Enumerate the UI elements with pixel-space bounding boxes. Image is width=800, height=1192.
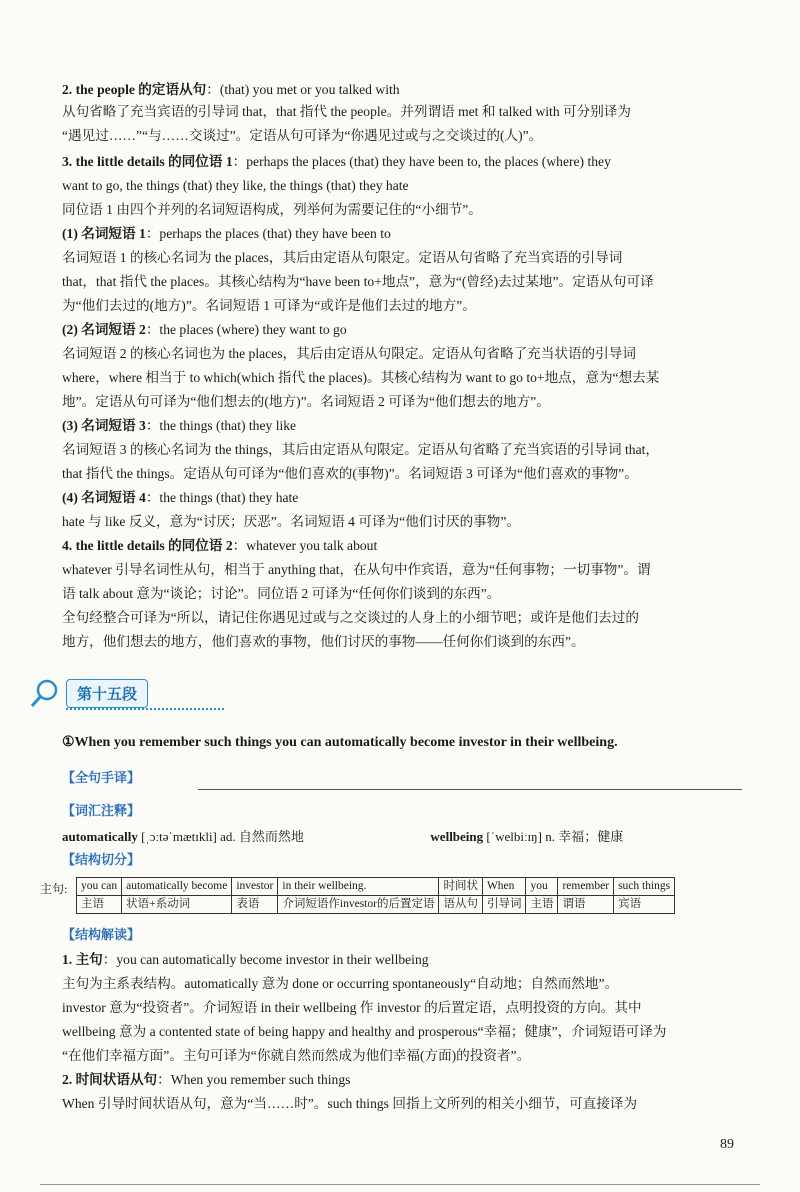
structure-row-roles <box>77 896 675 914</box>
text-line <box>62 975 742 993</box>
text-segment: 从句省略了充当宾语的引导词 that，that 指代 the people。并列谓语 met 和 talked with 可分别译为 <box>62 104 631 119</box>
vocab-def-1: ad. 自然而然地 <box>220 829 304 844</box>
magnifier-icon <box>30 678 60 708</box>
text-line <box>62 345 742 363</box>
footer-rule <box>40 1184 760 1185</box>
text-line <box>62 585 742 603</box>
label-vocab: 【词汇注释】 <box>62 804 141 819</box>
text-segment: (1) 名词短语 1 <box>62 226 146 241</box>
text-line <box>62 297 742 315</box>
text-segment: 名词短语 1 的核心名词为 the places，其后由定语从句限定。定语从句省略了充当宾语的引导词 <box>62 250 623 265</box>
section-underline <box>66 708 224 710</box>
structure-cell: 主语 <box>77 896 122 914</box>
text-segment: 语 talk about 意为“谈论；讨论”。同位语 2 可译为“任何你们谈到的东西”。 <box>62 586 501 601</box>
vocab-phon-1: [ˌɔːtəˈmætɪkli] <box>141 829 217 844</box>
text-line <box>62 489 742 507</box>
structure-cell: you can <box>77 878 122 896</box>
text-line <box>62 609 742 627</box>
text-segment: ：perhaps the places (that) they have been to <box>145 226 391 241</box>
example-sentence: ①When you remember such things you can automatically become investor in their wellbeing. <box>62 735 618 750</box>
text-line <box>62 393 742 411</box>
text-segment: that，that 指代 the places。其核心结构为“have been to+地点”，意为“(曾经)去过某地”。定语从句可译 <box>62 274 654 289</box>
structure-cell: 状语+系动词 <box>122 896 232 914</box>
structure-cell: such things <box>614 878 675 896</box>
structure-cell: 表语 <box>232 896 278 914</box>
text-line <box>62 513 742 531</box>
text-segment: that 指代 the things。定语从句可译为“他们喜欢的(事物)”。名词短语 3 可译为“他们喜欢的事物”。 <box>62 466 638 481</box>
vocab-def-2: n. 幸福；健康 <box>545 829 624 844</box>
structure-cell: 时间状 <box>439 878 483 896</box>
structure-cell: 谓语 <box>558 896 614 914</box>
structure-cell: 宾语 <box>614 896 675 914</box>
text-line <box>62 633 742 651</box>
text-segment: 1. 主句 <box>62 952 103 967</box>
label-structure-split: 【结构切分】 <box>62 853 141 868</box>
text-segment: ：the things (that) they like <box>145 418 297 433</box>
text-segment: 为“他们去过的(地方)”。名词短语 1 可译为“或许是他们去过的地方”。 <box>62 298 476 313</box>
structure-table <box>76 877 675 914</box>
text-segment: ：perhaps the places (that) they have been to, the places (where) they <box>232 154 611 169</box>
text-line <box>62 225 742 243</box>
text-segment: 名词短语 2 的核心名词也为 the places，其后由定语从句限定。定语从句省略了充当状语的引导词 <box>62 346 636 361</box>
text-line <box>62 103 742 121</box>
vocab-word-2: wellbeing <box>430 829 484 844</box>
text-line <box>62 441 742 459</box>
text-segment: 同位语 1 由四个并列的名词短语构成，列举何为需要记住的“小细节”。 <box>62 202 482 217</box>
structure-cell: in their wellbeing. <box>278 878 439 896</box>
text-line <box>62 561 742 579</box>
text-segment: “遇见过……”“与……交谈过”。定语从句可译为“你遇见过或与之交谈过的(人)”。 <box>62 128 543 143</box>
text-line <box>62 249 742 267</box>
text-segment: 3. the little details 的同位语 1 <box>62 154 233 169</box>
text-segment: ：When you remember such things <box>157 1072 351 1087</box>
vocab-word-1: automatically <box>62 829 138 844</box>
text-line <box>62 321 742 339</box>
structure-cell: remember <box>558 878 614 896</box>
text-segment: ：the things (that) they hate <box>145 490 299 505</box>
text-segment: 2. the people 的定语从句 <box>62 82 207 97</box>
text-segment: wellbeing 意为 a contented state of being happy and healthy and prosperous“幸福；健康”，介词短语可译为 <box>62 1024 667 1039</box>
text-segment: 主句为主系表结构。automatically 意为 done or occurring spontaneously“自动地；自然而然地”。 <box>62 976 619 991</box>
section-header <box>30 676 210 710</box>
text-line <box>62 1095 742 1113</box>
text-segment: 名词短语 3 的核心名词为 the things，其后由定语从句限定。定语从句省略了充当宾语的引导词 that， <box>62 442 659 457</box>
text-segment: where，where 相当于 to which(which 指代 the places)。其核心结构为 want to go to+地点，意为“想去某 <box>62 370 660 385</box>
label-full-translation: 【全句手译】 <box>62 771 141 786</box>
text-segment: ：(that) you met or you talked with <box>206 82 400 97</box>
page-number: 89 <box>720 1137 734 1152</box>
text-line <box>62 369 742 387</box>
text-line <box>62 201 742 219</box>
structure-cell: When <box>482 878 526 896</box>
structure-cell: investor <box>232 878 278 896</box>
text-segment: ：the places (where) they want to go <box>145 322 347 337</box>
text-segment: 4. the little details 的同位语 2 <box>62 538 233 553</box>
text-segment: “在他们幸福方面”。主句可译为“你就自然而然成为他们幸福(方面)的投资者”。 <box>62 1048 531 1063</box>
structure-cell: automatically become <box>122 878 232 896</box>
text-line <box>62 81 742 99</box>
text-segment: ：whatever you talk about <box>232 538 378 553</box>
structure-cell: 引导词 <box>482 896 526 914</box>
text-line <box>62 273 742 291</box>
structure-row-words <box>77 878 675 896</box>
text-segment: 地方，他们想去的地方，他们喜欢的事物，他们讨厌的事物——任何你们谈到的东西”。 <box>62 634 585 649</box>
structure-cell: 语从句 <box>439 896 483 914</box>
section-title: 第十五段 <box>66 679 148 708</box>
vocab-phon-2: [ˈwelbiːɪŋ] <box>486 829 542 844</box>
text-line <box>62 465 742 483</box>
text-line <box>62 417 742 435</box>
text-segment: 2. 时间状语从句 <box>62 1072 158 1087</box>
structure-cell: 主语 <box>526 896 558 914</box>
text-line <box>62 999 742 1017</box>
structure-cell: 介词短语作investor的后置定语 <box>278 896 439 914</box>
text-segment: 地”。定语从句可译为“他们想去的(地方)”。名词短语 2 可译为“他们想去的地方”。 <box>62 394 550 409</box>
struct-main-label: 主句: <box>40 882 68 896</box>
text-line <box>62 537 742 555</box>
text-segment: hate 与 like 反义，意为“讨厌；厌恶”。名词短语 4 可译为“他们讨厌的事物”。 <box>62 514 520 529</box>
text-line <box>62 127 742 145</box>
text-line <box>62 153 742 171</box>
text-segment: whatever 引导名词性从句，相当于 anything that，在从句中作宾语，意为“任何事物；一切事物”。谓 <box>62 562 651 577</box>
text-line <box>62 1047 742 1065</box>
label-structure-explain: 【结构解读】 <box>62 928 141 943</box>
structure-cell: you <box>526 878 558 896</box>
translation-blank-line <box>198 789 742 790</box>
text-segment: ：you can automatically become investor in their wellbeing <box>102 952 429 967</box>
text-segment: (4) 名词短语 4 <box>62 490 146 505</box>
text-line <box>62 1023 742 1041</box>
text-segment: investor 意为“投资者”。介词短语 in their wellbeing 作 investor 的后置定语，点明投资的方向。其中 <box>62 1000 642 1015</box>
text-segment: (3) 名词短语 3 <box>62 418 146 433</box>
text-segment: (2) 名词短语 2 <box>62 322 146 337</box>
text-line <box>62 951 742 969</box>
text-line <box>62 1071 742 1089</box>
text-segment: 全句经整合可译为“所以，请记住你遇见过或与之交谈过的人身上的小细节吧；或许是他们去过的 <box>62 610 639 625</box>
text-segment: When 引导时间状语从句，意为“当……时”。such things 回指上文所列的相关小细节，可直接译为 <box>62 1096 638 1111</box>
text-segment: want to go, the things (that) they like, the things (that) they hate <box>62 178 409 193</box>
vocab-line <box>62 828 742 846</box>
text-line <box>62 177 742 195</box>
